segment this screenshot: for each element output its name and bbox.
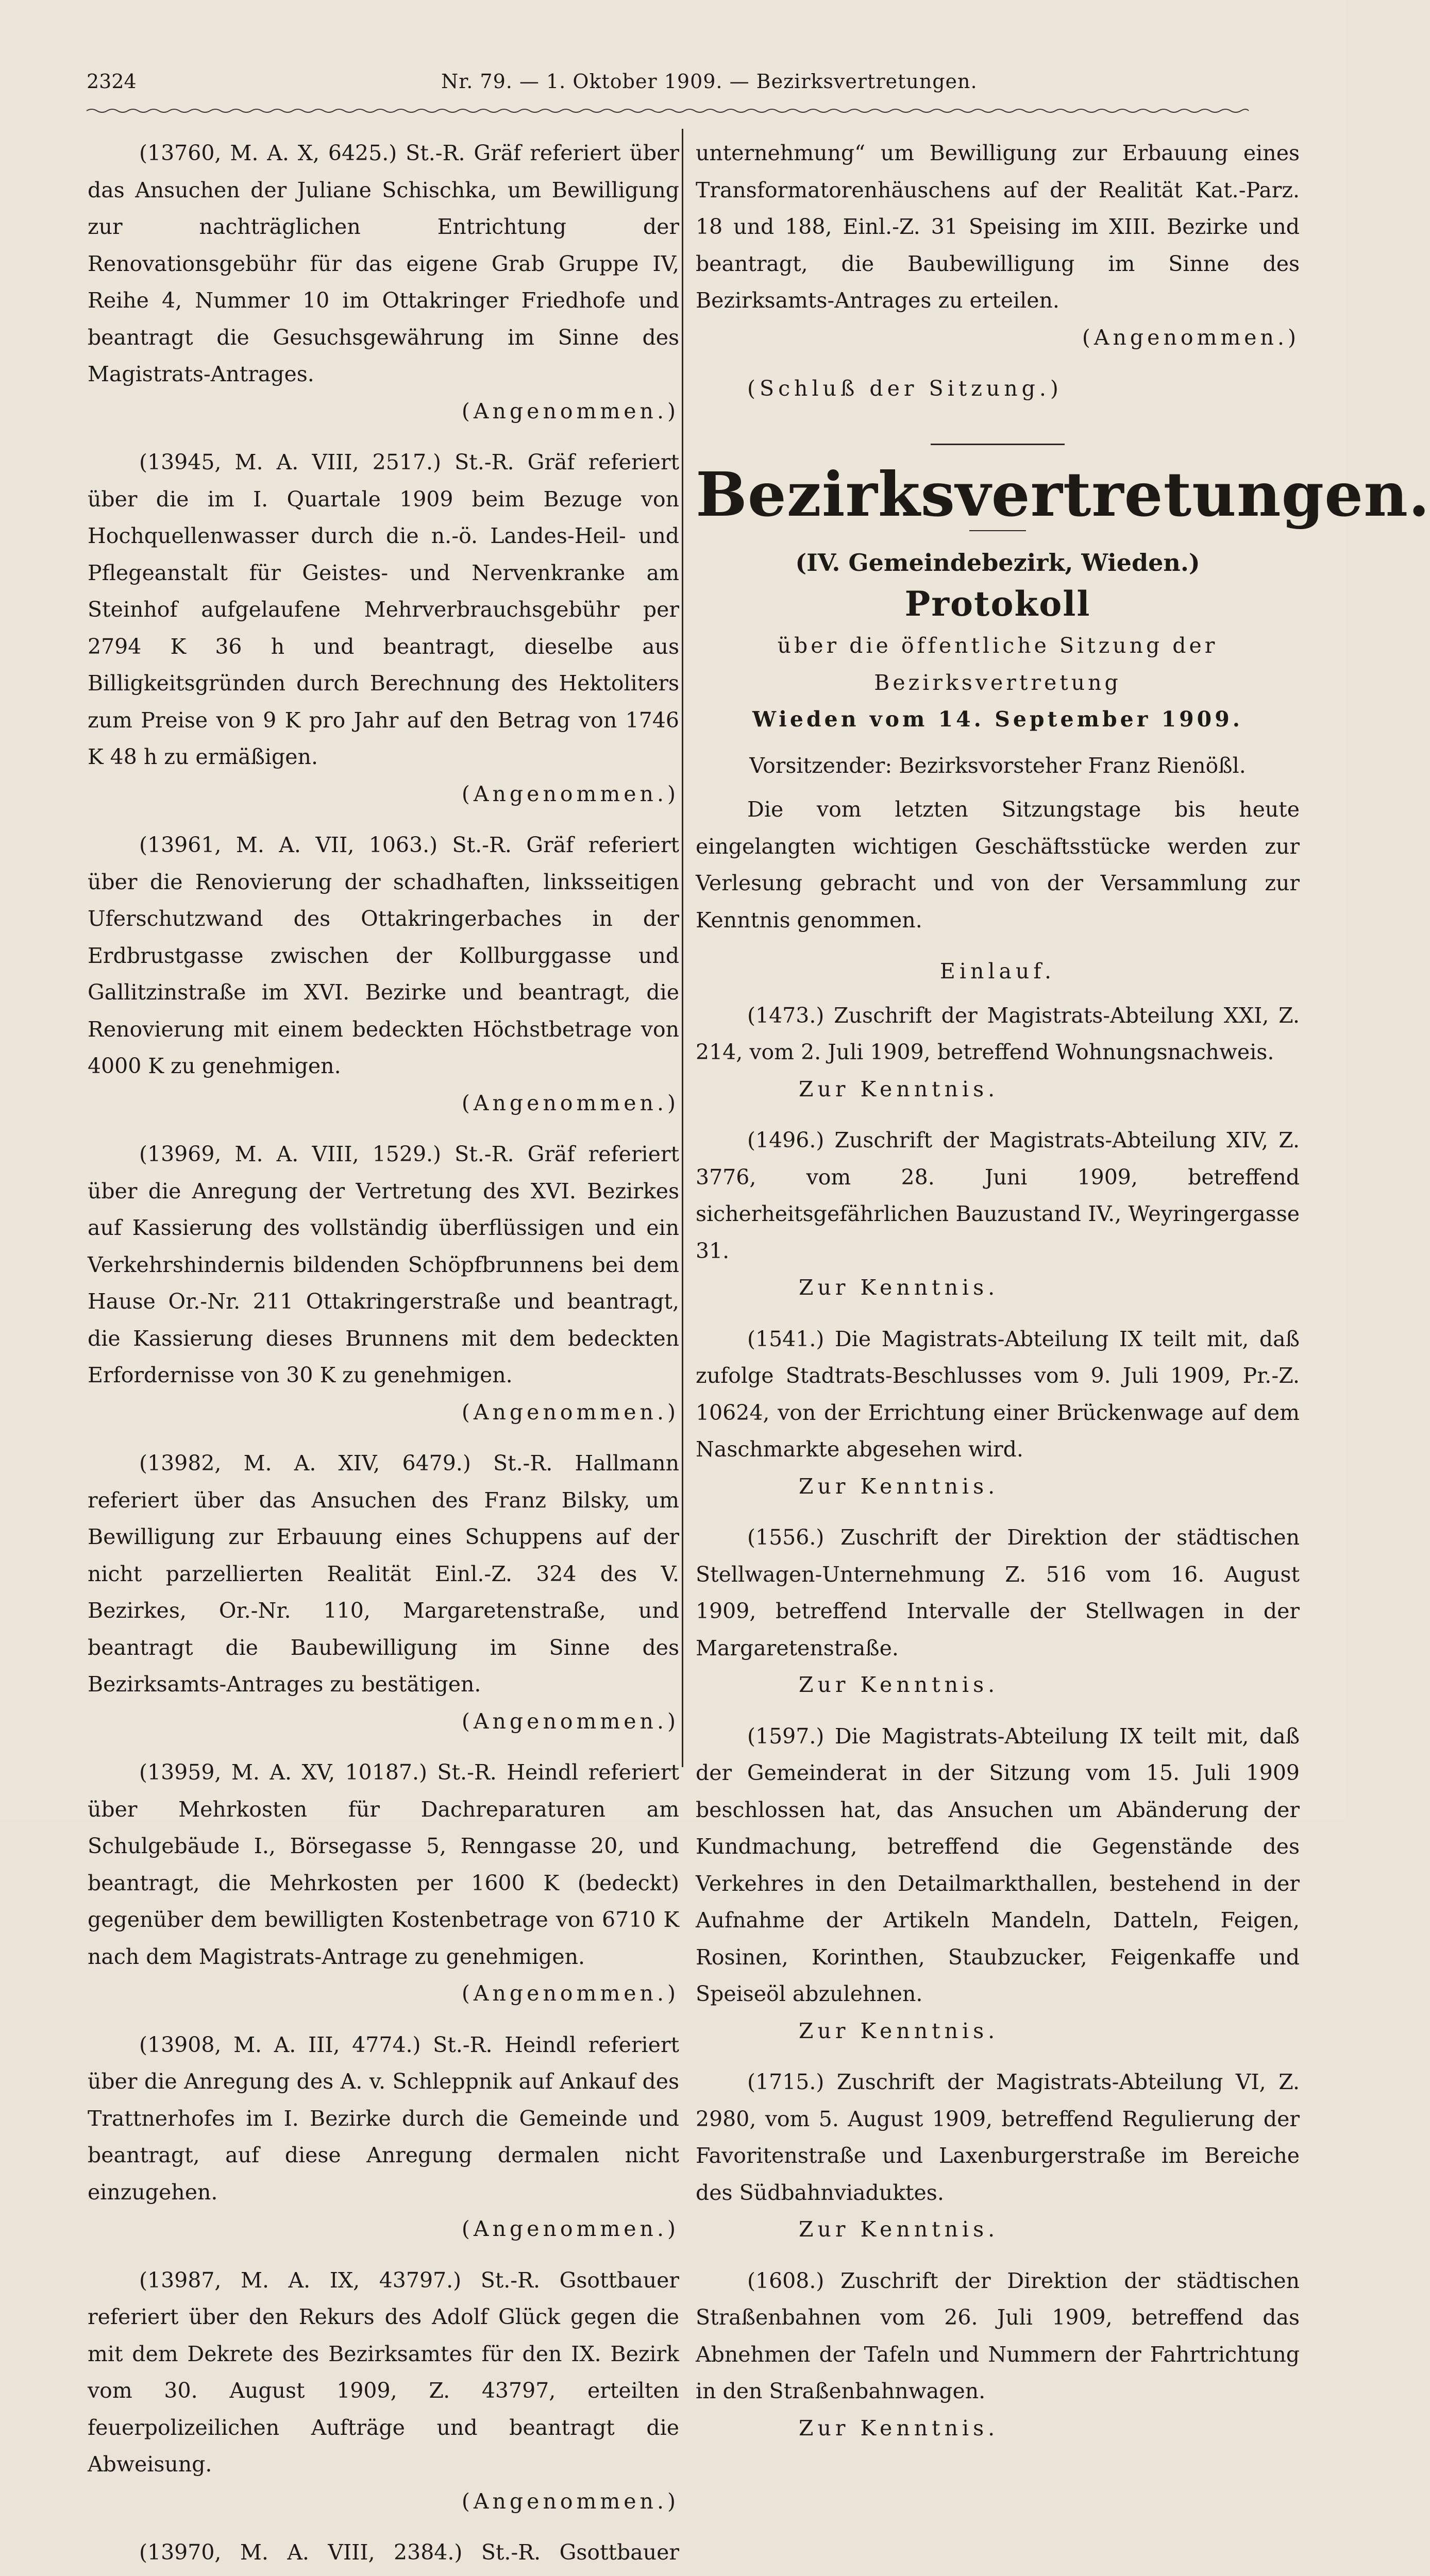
list-item [88, 135, 679, 430]
column-divider [682, 129, 683, 1767]
running-title: Nr. 79. — 1. Oktober 1909. — Bezirksvertretungen. [441, 70, 978, 93]
entry-text: (1556.) Zuschrift der Direktion der städtischen Stellwagen-Unternehmung Z. 516 vom 16. August 1909, betreffend Intervalle der Stellwagen in der Margaretenstraße. [696, 1525, 1300, 1660]
entry-note: Zur Kenntnis. [799, 1275, 999, 1300]
item-text: (13959, M. A. XV, 10187.) St.-R. Heindl referiert über Mehrkosten für Dachreparaturen am Schulgebäude I., Börsegasse 5, Renngasse 20, und beantragt, die Mehrkosten per 1600 K (bedeckt) gegenüber dem bewilligten Kostenbetrage von 6710 K nach dem Magistrats-Antrage zu genehmigen. [88, 1760, 679, 1969]
entry-text: (1608.) Zuschrift der Direktion der städtischen Straßenbahnen vom 26. Juli 1909, betreffend das Abnehmen der Tafeln und Nummern der Fahrtrichtung in den Straßenbahnwagen. [696, 2268, 1300, 2403]
status-mark: (Angenommen.) [461, 2216, 679, 2241]
status-mark: (Angenommen.) [461, 1708, 679, 1734]
chairman-line: Vorsitzender: Bezirksvorsteher Franz Rienößl. [749, 753, 1246, 778]
status-mark: (Angenommen.) [461, 398, 679, 423]
list-item [88, 2027, 679, 2248]
item-text: (13908, M. A. III, 4774.) St.-R. Heindl referiert über die Anregung des A. v. Schleppnik auf Ankauf des Trattnerhofes im I. Bezirke durch die Gemeinde und beantragt, auf diese Anregung dermalen nicht einzugehen. [88, 2032, 679, 2205]
einlauf-heading: Einlauf. [939, 959, 1056, 984]
list-item [88, 2262, 679, 2520]
continuation-text: unternehmung“ um Bewilligung zur Erbauung eines Transformatorenhäuschens auf der Realität Kat.-Parz. 18 und 188, Einl.-Z. 31 Speising im XIII. Bezirke und beantragt, die Baubewilligung im Sinne des Bezirksamts-Antrages zu erteilen. [696, 141, 1300, 313]
protocol-title: Protokoll [904, 583, 1091, 624]
status-mark: (Angenommen.) [461, 1981, 679, 2006]
entry-note: Zur Kenntnis. [799, 2415, 999, 2441]
item-text: (13961, M. A. VII, 1063.) St.-R. Gräf referiert über die Renovierung der schadhaften, linksseitigen Uferschutzwand des Ottakringerbaches in der Erdbrustgasse zwischen der Kollburggasse und Gallitzinstraße im XVI. Bezirke und beantragt, die Renovierung mit einem bedeckten Höchstbetrage von 4000 K zu genehmigen. [88, 833, 679, 1078]
right-column [696, 135, 1430, 2461]
district-heading: (IV. Gemeindebezirk, Wieden.) [795, 549, 1200, 577]
item-text: (13970, M. A. VIII, 2384.) St.-R. Gsottbauer [139, 2540, 679, 2565]
intro-paragraph: Die vom letzten Sitzungstage bis heute eingelangten wichtigen Geschäftsstücke werden zur Verlesung gebracht und von der Versammlung zur Kenntnis genommen. [696, 797, 1300, 933]
header-rule [87, 107, 1249, 114]
entry-text: (1597.) Die Magistrats-Abteilung IX teilt mit, daß der Gemeinderat in der Sitzung vom 15. Juli 1909 beschlossen hat, das Ansuchen um Abänderung der Kundmachung, betreffend die Gegenstände des Verkehres in den Detailmarkthallen, bestehend in der Aufnahme der Artikeln Mandeln, Datteln, Feigen, Rosinen, Korinthen, Staubzucker, Feigenkaffe und Speiseöl abzulehnen. [696, 1723, 1300, 2006]
list-item [696, 2064, 1300, 2248]
status-mark: (Angenommen.) [461, 1090, 679, 1115]
page-header [87, 66, 1249, 97]
list-item [88, 1136, 679, 1431]
list-item [88, 827, 679, 1122]
protocol-line-1: über die öffentliche Sitzung der Bezirksvertretung [777, 633, 1218, 695]
list-item [696, 1718, 1300, 2050]
left-column [88, 135, 679, 2576]
status-mark: (Angenommen.) [1082, 325, 1300, 350]
page-number: 2324 [87, 70, 137, 93]
list-item [696, 997, 1300, 1108]
entry-text: (1541.) Die Magistrats-Abteilung IX teilt mit, daß zufolge Stadtrats-Beschlusses vom 9. Juli 1909, Pr.-Z. 10624, von der Errichtung einer Brückenwage auf dem Naschmarkte abgesehen wird. [696, 1326, 1300, 1462]
entry-text: (1715.) Zuschrift der Magistrats-Abteilung VI, Z. 2980, vom 5. August 1909, betreffend Regulierung der Favoritenstraße und Laxenburgerstraße im Bereiche des Südbahnviaduktes. [696, 2070, 1300, 2205]
entry-note: Zur Kenntnis. [799, 2018, 999, 2043]
section-title: Bezirksvertretungen. [696, 458, 1430, 530]
session-end: (Schluß der Sitzung.) [747, 376, 1063, 401]
item-text: (13945, M. A. VIII, 2517.) St.-R. Gräf referiert über die im I. Quartale 1909 beim Bezuge von Hochquellenwasser durch die n.-ö. Landes-Heil- und Pflegeanstalt für Geistes- und Nervenkranke am Steinhof aufgelaufene Mehrverbrauchsgebühr per 2794 K 36 h und beantragt, dieselbe aus Billigkeitsgründen durch Berechnung des Hektoliters zum Preise von 9 K pro Jahr auf den Betrag von 1746 K 48 h zu ermäßigen. [88, 450, 679, 769]
item-text: (13982, M. A. XIV, 6479.) St.-R. Hallmann referiert über das Ansuchen des Franz Bilsky, um Bewilligung zur Erbauung eines Schuppens auf der nicht parzellierten Realität Einl.-Z. 324 des V. Bezirkes, Or.-Nr. 110, Margaretenstraße, und beantragt die Baubewilligung im Sinne des Bezirksamts-Antrages zu bestätigen. [88, 1451, 679, 1697]
list-item [88, 1754, 679, 2012]
list-item [696, 1321, 1300, 1505]
status-mark: (Angenommen.) [461, 1399, 679, 1425]
entry-note: Zur Kenntnis. [799, 1076, 999, 1101]
section-rule [931, 444, 1065, 445]
list-item [696, 1519, 1300, 1704]
entry-note: Zur Kenntnis. [799, 1672, 999, 1697]
entry-text: (1496.) Zuschrift der Magistrats-Abteilung XIV, Z. 3776, vom 28. Juni 1909, betreffend sicherheitsgefährlichen Bauzustand IV., Weyringergasse 31. [696, 1128, 1300, 1263]
status-mark: (Angenommen.) [461, 2488, 679, 2514]
status-mark: (Angenommen.) [461, 781, 679, 806]
continuation-paragraph [696, 135, 1300, 356]
list-item [696, 2263, 1300, 2447]
entry-note: Zur Kenntnis. [799, 1473, 999, 1499]
list-item [88, 444, 679, 812]
list-item [696, 1122, 1300, 1307]
list-item [88, 2534, 679, 2576]
item-text: (13969, M. A. VIII, 1529.) St.-R. Gräf referiert über die Anregung der Vertretung des XVI. Bezirkes auf Kassierung des vollständig überflüssigen und ein Verkehrshindernis bildenden Schöpfbrunnens bei dem Hause Or.-Nr. 211 Ottakringerstraße und beantragt, die Kassierung dieses Brunnens mit dem bedeckten Erfordernisse von 30 K zu genehmigen. [88, 1142, 679, 1387]
entry-text: (1473.) Zuschrift der Magistrats-Abteilung XXI, Z. 214, vom 2. Juli 1909, betreffend Wohnungsnachweis. [696, 1003, 1300, 1064]
item-text: (13987, M. A. IX, 43797.) St.-R. Gsottbauer referiert über den Rekurs des Adolf Glück gegen die mit dem Dekrete des Bezirksamtes für den IX. Bezirk vom 30. August 1909, Z. 43797, erteilten feuerpolizeilichen Aufträge und beantragt die Abweisung. [88, 2267, 679, 2477]
item-text: (13760, M. A. X, 6425.) St.-R. Gräf referiert über das Ansuchen der Juliane Schischka, um Bewilligung zur nachträglichen Entrichtung der Renovationsgebühr für das eigene Grab Gruppe IV, Reihe 4, Nummer 10 im Ottakringer Friedhofe und beantragt die Gesuchsgewährung im Sinne des Magistrats-Antrages. [88, 141, 679, 386]
protocol-line-2: Wieden vom 14. September 1909. [752, 707, 1243, 732]
title-rule [969, 530, 1026, 531]
list-item [88, 1445, 679, 1740]
entry-note: Zur Kenntnis. [799, 2217, 999, 2242]
